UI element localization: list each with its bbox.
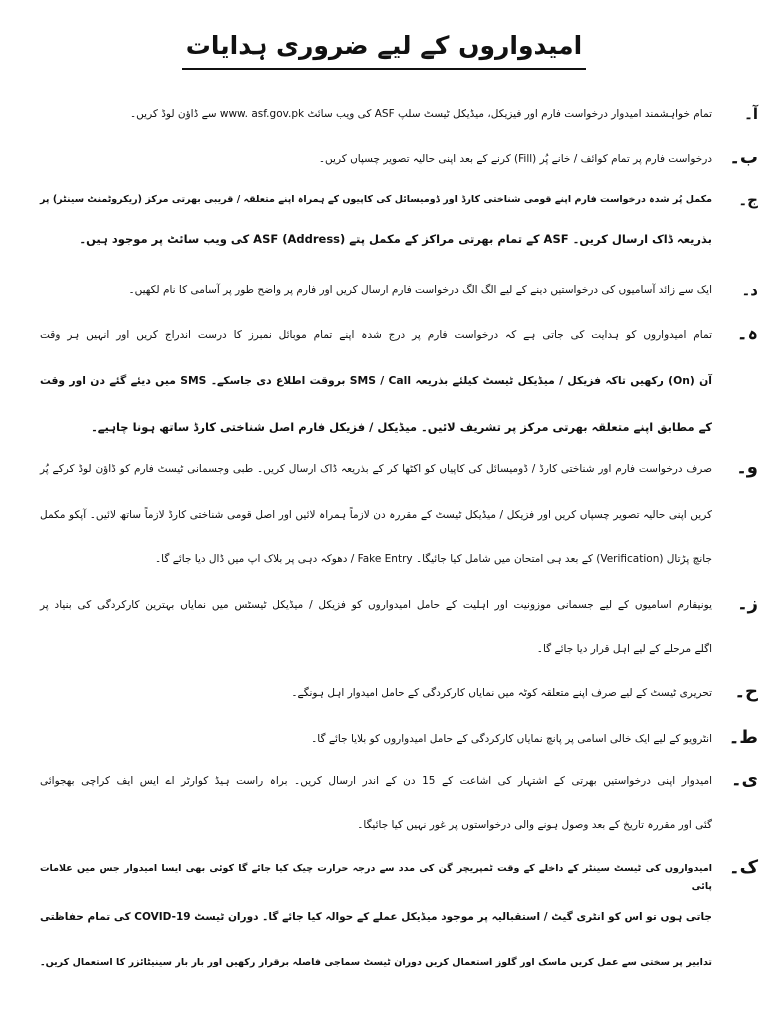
item-line: تحریری ٹیسٹ کے لیے صرف اپنے متعلقہ کوٹہ میں نمایاں کارکردگی کے حامل امیدوار اہل ہونگے۔ <box>291 687 712 699</box>
instruction-item-h <box>40 682 758 706</box>
item-line: ایک سے زائد آسامیوں کی درخواستیں دینے کے لیے الگ الگ درخواست فارم ارسال کریں اور فارم پر واضح طور پر آسامی کا نام لکھیں۔ <box>128 284 712 296</box>
item-line: جاتی ہوں تو اس کو انٹری گیٹ / استقبالیہ پر موجود میڈیکل عملے کے حوالہ کیا جائے گا۔ دوران ٹیسٹ COVID-19 کی تمام حفاظتی <box>40 911 712 923</box>
item-line: جانچ پڑتال (Verification) کے بعد ہی امتحان میں شامل کیا جائیگا۔ Fake Entry / دھوکہ دہی پر بلاک اپ میں ڈال دیا جائے گا۔ <box>155 553 712 565</box>
item-line: یونیفارم اسامیوں کے لیے جسمانی موزونیت اور اہلیت کے حامل امیدواروں کو فزیکل / میڈیکل ٹیسٹس میں نمایاں بہترین کارکردگی کی بنیاد پر <box>40 599 712 611</box>
instruction-item-e <box>40 324 758 438</box>
item-marker: ی۔ <box>730 769 758 790</box>
document-title: امیدواروں کے لیے ضروری ہدایات <box>182 26 586 70</box>
item-marker: ط۔ <box>728 727 758 748</box>
instruction-item-a <box>40 104 758 128</box>
item-marker: و۔ <box>736 457 758 478</box>
item-marker: ز۔ <box>737 593 758 614</box>
item-marker: ہ۔ <box>736 323 758 344</box>
item-marker: ب۔ <box>729 147 758 168</box>
instruction-item-g <box>40 594 758 658</box>
instruction-item-c <box>40 190 758 250</box>
item-line: انٹرویو کے لیے ایک خالی اسامی پر پانچ نمایاں کارکردگی کے حامل امیدواروں کو بلایا جائے گا۔ <box>311 733 712 745</box>
item-line: تمام امیدواروں کو ہدایت کی جاتی ہے کہ درخواست فارم پر درج شدہ اپنے تمام موبائل نمبرز کا درست اندراج کریں اور انہیں ہر وقت <box>40 329 712 341</box>
item-line: گئی اور مقررہ تاریخ کے بعد وصول ہونے والی درخواستوں پر غور نہیں کیا جائیگا۔ <box>357 819 712 831</box>
instruction-item-d <box>40 280 758 304</box>
item-marker: ک۔ <box>729 857 758 878</box>
item-marker: ح۔ <box>734 681 758 702</box>
item-line: صرف درخواست فارم اور شناختی کارڈ / ڈومیسائل کی کاپیاں کو اکٹھا کر کے بذریعہ ڈاک ارسال کریں۔ طبی وجسمانی ٹیسٹ فارم کو ڈاؤن لوڈ کرکے پُر <box>40 463 712 475</box>
item-marker: ج۔ <box>738 191 758 209</box>
instruction-item-j <box>40 770 758 834</box>
title-wrap <box>0 26 768 70</box>
item-line: تدابیر پر سختی سے عمل کریں ماسک اور گلوز استعمال کریں دوران ٹیسٹ سماجی فاصلہ برقرار رکھیں اور بار بار سینیٹائزر کا استعمال کریں۔ <box>40 957 712 968</box>
item-line: کے مطابق اپنے متعلقہ بھرتی مرکز پر تشریف لائیں۔ میڈیکل / فزیکل فارم اصل شناختی کارڈ ساتھ ہونا چاہیے۔ <box>91 420 712 434</box>
instruction-item-i <box>40 728 758 752</box>
instruction-item-k <box>40 858 758 988</box>
item-line: درخواست فارم پر تمام کوائف / خانے پُر (Fill) کرنے کے بعد اپنی حالیہ تصویر چسپاں کریں۔ <box>318 153 712 165</box>
item-marker: د۔ <box>741 281 758 299</box>
item-line: امیدواروں کی ٹیسٹ سینٹر کے داخلے کے وقت ٹمپریچر گن کی مدد سے درجہ حرارت چیک کیا جائے گا کوئی بھی ایسا امیدوار جس میں علامات پائی <box>40 863 712 892</box>
instruction-item-f <box>40 458 758 568</box>
item-line: بذریعہ ڈاک ارسال کریں۔ ASF کے تمام بھرتی مراکز کے مکمل پتے (Address) ASF کی ویب سائٹ پر موجود ہیں۔ <box>79 232 712 246</box>
item-line: تمام خواہشمند امیدوار درخواست فارم اور فیزیکل، میڈیکل ٹیسٹ سلپ ASF کی ویب سائٹ www. asf.gov.pk سے ڈاؤن لوڈ کریں۔ <box>130 108 712 120</box>
instruction-item-b <box>40 148 758 172</box>
item-line: آن (On) رکھیں تاکہ فزیکل / میڈیکل ٹیسٹ کیلئے بذریعہ SMS / Call بروقت اطلاع دی جاسکے۔ SMS میں دیئے گئے دن اور وقت <box>40 374 712 387</box>
item-line: اگلے مرحلے کے لیے اہل قرار دیا جائے گا۔ <box>536 643 712 655</box>
item-line: امیدوار اپنی درخواستیں بھرتی کے اشتہار کی اشاعت کے 15 دن کے اندر ارسال کریں۔ براہ راست ہیڈ کوارٹر اے ایس ایف کراچی بھجوائی <box>40 775 712 787</box>
item-line: مکمل پُر شدہ درخواست فارم اپنے قومی شناختی کارڈ اور ڈومیسائل کی کاپیوں کے ہمراہ اپنے متعلقہ / قریبی بھرتی مرکز (ریکروٹمنٹ سینٹر) پر <box>40 194 712 205</box>
item-line: کریں اپنی حالیہ تصویر چسپاں کریں اور فزیکل / میڈیکل ٹیسٹ کے مقررہ دن لازماً ہمراہ لائیں اور اصل قومی شناختی کارڈ لازماً ساتھ لائیں۔ آپکو مکمل <box>40 509 712 521</box>
item-marker: آ۔ <box>744 105 758 123</box>
